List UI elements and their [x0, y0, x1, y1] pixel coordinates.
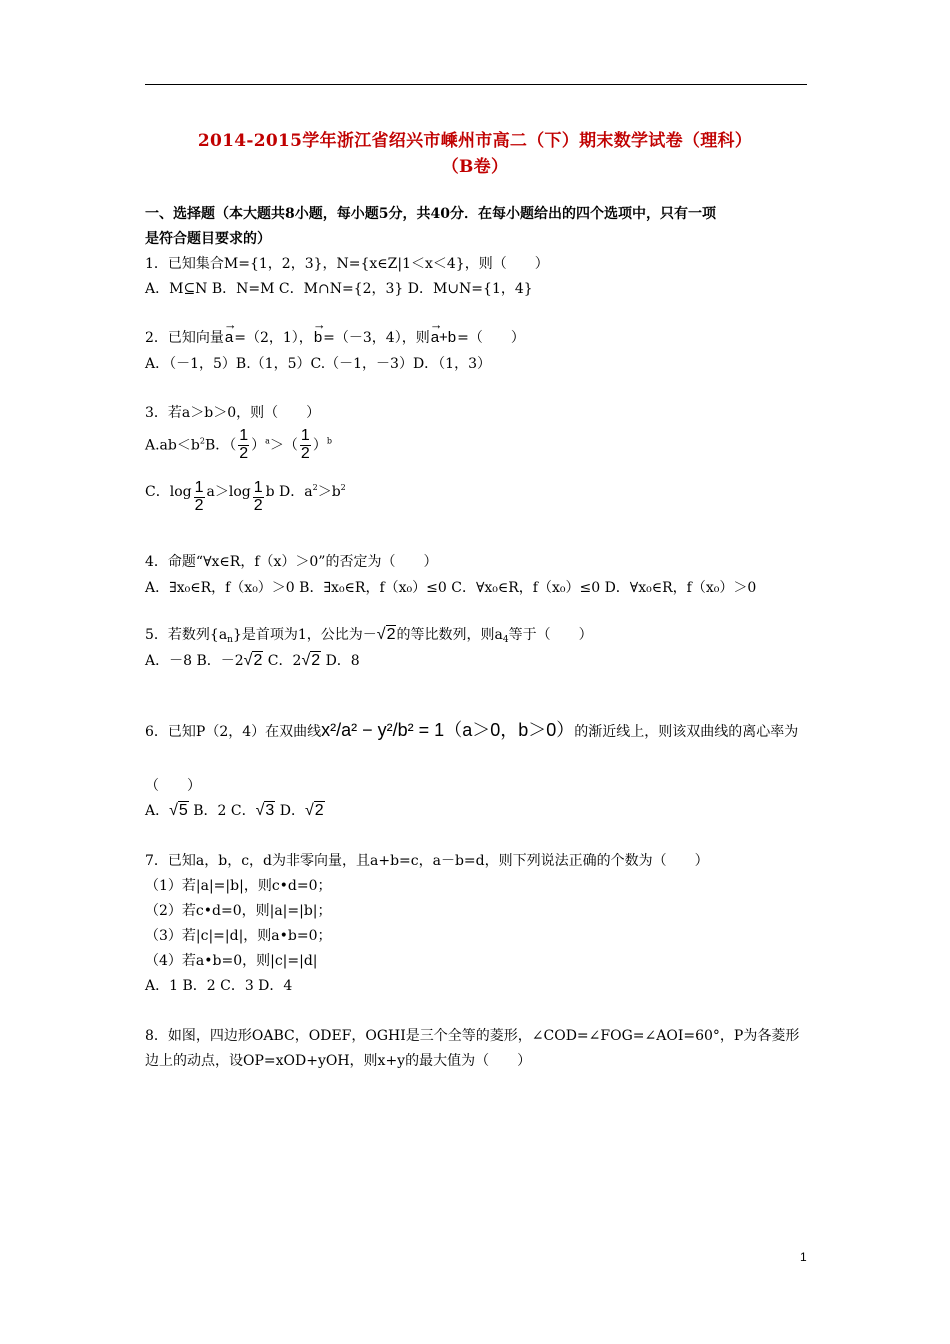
question-7-statement-1: （1）若|a|=|b|，则c•d=0；	[145, 878, 332, 894]
page-number: 1	[800, 1250, 807, 1264]
question-8-stem-cont: 边上的动点，设OP=xOD+yOH，则x+y的最大值为（ ）	[145, 1053, 532, 1069]
section-heading: 一、选择题（本大题共8小题，每小题5分，共40分．在每小题给出的四个选项中，只有一项	[145, 206, 716, 222]
question-7-statement-3: （3）若|c|=|d|，则a•b=0；	[145, 928, 332, 944]
question-2-stem: 2．已知向量→ a=（2，1），→ b=（－3，4），则→ a+b=（ ）	[145, 327, 525, 347]
question-3-options-ab: $A.ab<b^2B$．（ $\frac{1}{2}$ ）$^a$＞（ $\frac{1}{2}$ ）$^b$	[145, 427, 332, 462]
question-7-statement-2: （2）若c•d=0，则|a|=|b|；	[145, 903, 332, 919]
exam-title: 2014-2015学年浙江省绍兴市嵊州市高二（下）期末数学试卷（理科）	[197, 131, 753, 151]
vector-a-plus-b: → a+b	[430, 329, 457, 346]
vector-b: → b	[313, 329, 323, 346]
question-8-stem: 8．如图，四边形OABC，ODEF，OGHI是三个全等的菱形，∠COD=∠FOG=∠AOI=60°，P为各菱形	[145, 1028, 800, 1044]
question-2-options: A．（－1，5）B.（1，5）C.（－1，－3）D．（1，3）	[145, 356, 491, 372]
question-4-stem: 4．命题“∀x∈R，f（x）＞0”的否定为（ ）	[145, 554, 438, 570]
question-4-options: A．∃x₀∈R，f（x₀）＞0 B．∃x₀∈R，f（x₀）≤0 C．∀x₀∈R，f（x₀）≤0 D．∀x₀∈R，f（x₀）＞0	[145, 580, 757, 596]
section-heading-cont: 是符合题目要求的）	[145, 231, 271, 247]
question-3-options-cd: C．log $\frac{1}{2}$ a＞log $\frac{1}{2}$ b D．$a^2>b^2$	[145, 479, 346, 514]
sqrt-2: √2	[376, 626, 396, 643]
log-base-half: $\frac{1}{2}$	[253, 479, 263, 514]
question-7-stem: 7．已知a，b，c，d为非零向量，且a+b=c，a－b=d，则下列说法正确的个数为（ ）	[145, 853, 709, 869]
question-1-stem: 1．已知集合M={1，2，3}，N={x∈Z|1＜x＜4}，则（ ）	[145, 256, 549, 272]
exam-subtitle: （B卷）	[441, 157, 509, 177]
fraction-half: $\frac{1}{2}$	[300, 427, 310, 462]
log-base-half: $\frac{1}{2}$	[194, 479, 204, 514]
question-6-stem: 6．已知P（2，4）在双曲线x²/a² − y²/b² = 1（a＞0，b＞0）的渐近线上，则该双曲线的离心率为	[145, 720, 799, 740]
question-7-statement-4: （4）若a•b=0，则|c|=|d|	[145, 953, 318, 969]
top-rule	[145, 84, 807, 85]
question-7-options: A．1 B．2 C．3 D．4	[145, 978, 293, 994]
vector-a: → a	[224, 329, 234, 346]
question-1-options: A．M⊆N B．N=M C．M∩N={2，3} D．M∪N={1，4}	[145, 281, 533, 297]
hyperbola-equation: x²/a² − y²/b² = 1（a＞0，b＞0）	[321, 720, 575, 740]
question-6-paren: （ ）	[145, 778, 201, 794]
question-5-options: A．－8 B．－2√2 C．2√2 D．8	[145, 652, 360, 669]
question-5-stem: 5．若数列$\{a_n\}$是首项为1，公比为－√2的等比数列，则$a_4$等于（ ）	[145, 626, 593, 645]
question-3-stem: 3．若a＞b＞0，则（ ）	[145, 405, 321, 421]
fraction-half: $\frac{1}{2}$	[239, 427, 249, 462]
question-6-options: A．√5 B．2 C．√3 D．√2	[145, 802, 324, 819]
